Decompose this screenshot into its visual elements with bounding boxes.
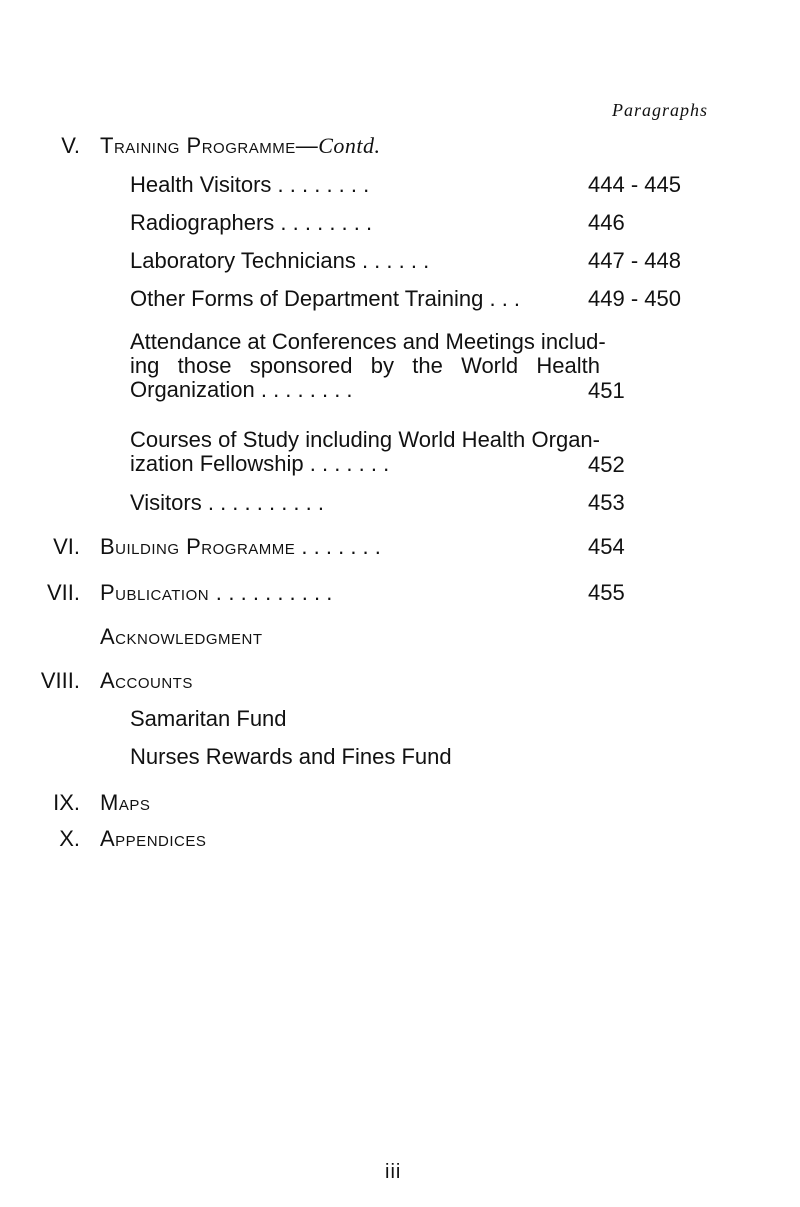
section-vii-title-text: Publication . xyxy=(100,580,223,605)
section-v-title xyxy=(100,133,381,159)
section-v-title-suffix: Contd. xyxy=(318,133,381,158)
paras-visitors: 453 xyxy=(588,490,625,515)
entry-health-visitors xyxy=(130,172,369,198)
entry-label: Laboratory Technicians xyxy=(130,248,356,273)
leader-dots: . . . . . . . xyxy=(295,534,381,559)
section-viii-numeral: VIII. xyxy=(40,668,80,693)
entry-samaritan-fund: Samaritan Fund xyxy=(130,706,287,731)
entry-label: ization Fellowship . xyxy=(130,451,316,476)
paras-other-forms-training: 449 - 450 xyxy=(588,286,681,311)
entry-laboratory-technicians xyxy=(130,248,429,274)
section-ix-title: Maps xyxy=(100,790,151,815)
entry-label: Organization xyxy=(130,377,255,402)
leader-dots: . . . . . . . . . . xyxy=(201,490,324,515)
section-ix-numeral: IX. xyxy=(53,790,80,815)
entry-label: Radiographers xyxy=(130,210,275,235)
leader-dots: . . xyxy=(495,286,521,311)
leader-dots: . . . . . . . xyxy=(283,172,370,197)
entry-radiographers xyxy=(130,210,372,236)
leader-dots: . . . . . . . . xyxy=(274,210,373,235)
paragraphs-column-header: Paragraphs xyxy=(612,100,709,120)
paras-courses-of-study: 452 xyxy=(588,452,625,477)
paras-building-programme: 454 xyxy=(588,534,625,559)
section-v-title-text: Training Programme— xyxy=(100,133,319,158)
paras-publication: 455 xyxy=(588,580,625,605)
section-v-numeral: V. xyxy=(61,133,80,158)
section-x-numeral: X. xyxy=(59,826,80,851)
section-vii-title xyxy=(100,580,332,606)
page-number: iii xyxy=(385,1161,402,1183)
acknowledgment-title: Acknowledgment xyxy=(100,624,263,649)
entry-label: Health Visitors . xyxy=(130,172,284,197)
entry-attendance-conferences xyxy=(130,329,606,402)
entry-line: ing those sponsored by the World Health xyxy=(130,353,600,378)
leader-dots: . . . . . . . . . xyxy=(222,580,333,605)
section-vi-title-text: Building Programme xyxy=(100,534,296,559)
entry-courses-of-study xyxy=(130,428,600,476)
entry-label: Other Forms of Department Training . xyxy=(130,286,496,311)
section-vi-title xyxy=(100,534,381,560)
leader-dots: . . . . . . . . xyxy=(254,377,353,402)
paras-attendance-conferences: 451 xyxy=(588,378,625,403)
paras-health-visitors: 444 - 445 xyxy=(588,172,681,197)
entry-other-forms-training xyxy=(130,286,520,312)
entry-line: Courses of Study including World Health Organ- xyxy=(130,427,600,452)
paras-radiographers: 446 xyxy=(588,210,625,235)
section-viii-title: Accounts xyxy=(100,668,193,693)
paras-laboratory-technicians: 447 - 448 xyxy=(588,248,681,273)
entry-label: Visitors xyxy=(130,490,202,515)
entry-line xyxy=(130,378,600,402)
entry-visitors xyxy=(130,490,324,516)
leader-dots: . . . . . . xyxy=(315,451,390,476)
entry-line: Attendance at Conferences and Meetings includ- xyxy=(130,329,606,354)
entry-nurses-rewards-fund: Nurses Rewards and Fines Fund xyxy=(130,744,452,769)
section-x-title: Appendices xyxy=(100,826,207,851)
leader-dots: . . . . . . xyxy=(355,248,430,273)
section-vii-numeral: VII. xyxy=(46,580,80,605)
section-vi-numeral: VI. xyxy=(53,534,80,559)
entry-line xyxy=(130,452,600,476)
